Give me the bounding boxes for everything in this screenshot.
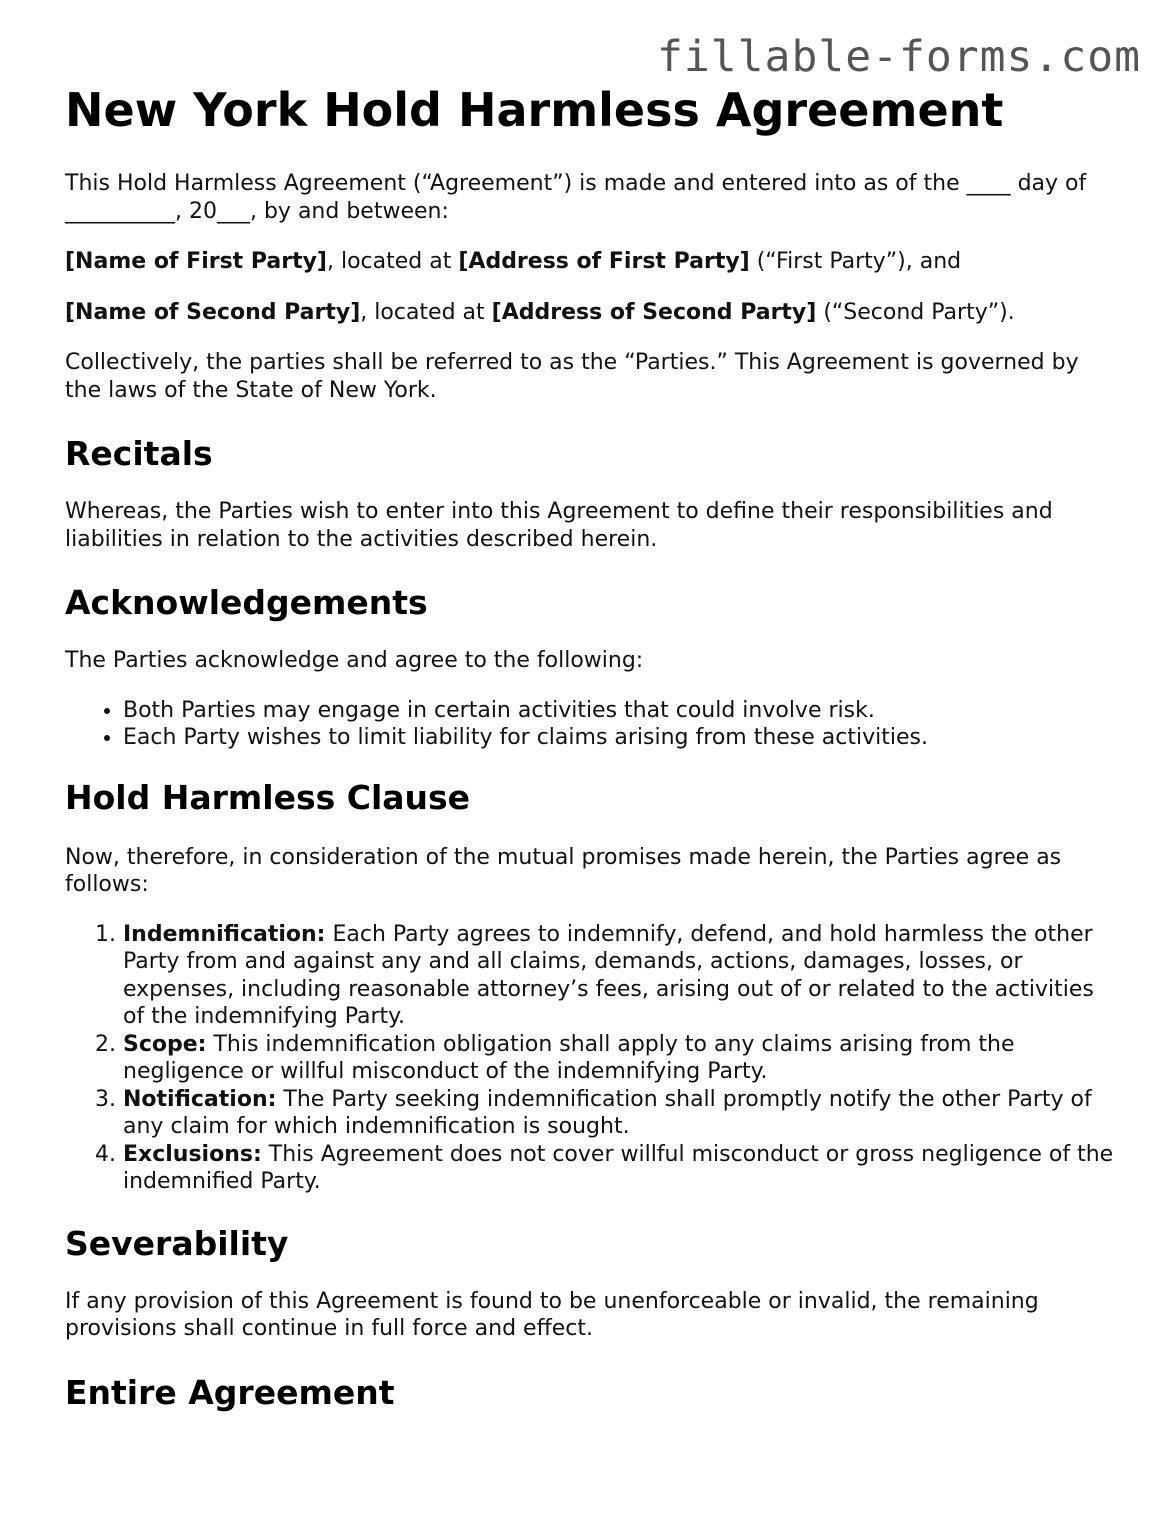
severability-paragraph: If any provision of this Agreement is found to be unenforceable or invalid, the remaining provisions shall continue in full force and effect. xyxy=(65,1288,1039,1341)
second-party-suffix: (“Second Party”). xyxy=(816,299,1015,325)
clause-term: Exclusions: xyxy=(123,1141,262,1167)
recitals-paragraph: Whereas, the Parties wish to enter into this Agreement to define their responsibilities and liabilities in relation to the activities described herein. xyxy=(65,499,1053,552)
acknowledgements-paragraph: The Parties acknowledge and agree to the following: xyxy=(65,648,644,673)
document-title: New York Hold Harmless Agreement xyxy=(65,83,1004,137)
first-party-name: [Name of First Party] xyxy=(65,249,327,274)
clause-term: Scope: xyxy=(123,1031,207,1057)
entire-agreement-heading: Entire Agreement xyxy=(65,1372,395,1412)
clause-body: This Agreement does not cover willful misconduct or gross negligence of the indemnified Party. xyxy=(123,1141,1114,1194)
intro-paragraph: This Hold Harmless Agreement (“Agreement”) is made and entered into as of the ____ day of __________, 20___, by and between: xyxy=(65,171,1087,224)
hold-harmless-clauses xyxy=(65,921,1115,1196)
clause-term: Indemnification: xyxy=(123,921,326,947)
hold-harmless-heading: Hold Harmless Clause xyxy=(65,777,471,817)
acknowledgements-heading: Acknowledgements xyxy=(65,583,428,622)
document-body xyxy=(65,82,1115,1413)
collective-paragraph: Collectively, the parties shall be referred to as the “Parties.” This Agreement is governed by the laws of the State of New York. xyxy=(65,350,1079,403)
second-party-located-at: , located at xyxy=(360,299,492,325)
clause-item xyxy=(123,921,1115,1031)
clause-body: Each Party agrees to indemnify, defend, and hold harmless the other Party from and against any and all claims, demands, actions, damages, losses, or expenses, including reasonable attorney’s fees, arising out of or related to the activities of the indemnifying Party. xyxy=(123,921,1094,1029)
acknowledgements-list xyxy=(65,697,1115,752)
second-party-address: [Address of Second Party] xyxy=(491,299,817,325)
list-item: • Both Parties may engage in certain activities that could involve risk. xyxy=(123,697,1115,725)
clause-body: The Party seeking indemnification shall promptly notify the other Party of any claim for which indemnification is sought. xyxy=(123,1086,1092,1139)
clause-item xyxy=(123,1141,1115,1196)
watermark: fillable-forms.com xyxy=(657,32,1141,82)
first-party-line xyxy=(65,248,1115,276)
severability-heading: Severability xyxy=(65,1223,289,1263)
clause-term: Notification: xyxy=(123,1086,277,1112)
second-party-line xyxy=(65,299,1115,327)
clause-item xyxy=(123,1086,1115,1141)
list-item: • Each Party wishes to limit liability for claims arising from these activities. xyxy=(123,724,1115,752)
first-party-located-at: , located at xyxy=(327,249,459,274)
first-party-address: [Address of First Party] xyxy=(458,249,750,274)
hold-harmless-paragraph: Now, therefore, in consideration of the mutual promises made herein, the Parties agree as follows: xyxy=(65,844,1062,897)
clause-item xyxy=(123,1031,1115,1086)
clause-body: This indemnification obligation shall apply to any claims arising from the negligence or willful misconduct of the indemnifying Party. xyxy=(123,1031,1015,1084)
first-party-suffix: (“First Party”), and xyxy=(749,249,962,274)
recitals-heading: Recitals xyxy=(65,434,213,473)
second-party-name: [Name of Second Party] xyxy=(65,299,361,325)
